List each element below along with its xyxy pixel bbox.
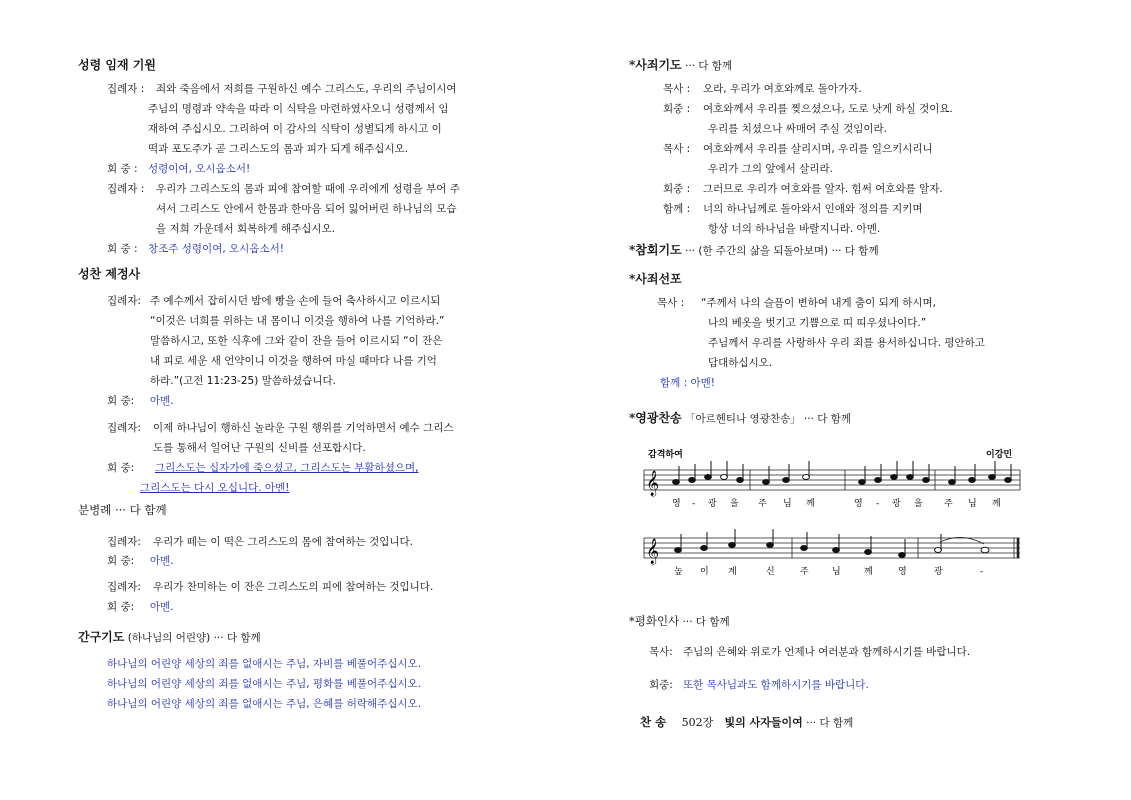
lyric: 영 [672,499,681,509]
text-line: 셔서 그리스도 안에서 한몸과 한마음 되어 잃어버린 하나님의 모습 [156,203,457,215]
score-tempo: 감격하여 [648,450,683,460]
lyric: 광 [708,499,717,509]
section-note: (하나님의 어린양) ··· 다 함께 [127,632,261,644]
text-line: “이것은 너희를 위하는 내 몸이니 이것을 행하여 나를 기억하라.” [150,315,445,327]
lyric: - [692,499,696,509]
text-line: 여호와께서 우리를 살리시며, 우리를 일으키시리니 [703,143,933,155]
response-text: 창조주 성령이여, 오시옵소서! [148,243,284,255]
text-line: 우리가 그리스도의 몸과 피에 참여할 때에 우리에게 성령을 부어 주 [156,183,460,195]
section-heading-agnus-dei [78,629,261,645]
lyric: 을 [914,499,923,509]
response-text: 아멘. [150,395,174,407]
response-text: 그리스도는 다시 오십니다. 아멘! [140,482,290,494]
text-line: 우리가 떼는 이 떡은 그리스도의 몸에 참여하는 것입니다. [153,536,413,548]
lyric: 이 [700,567,709,577]
speaker-label: 회중: [649,679,673,691]
speaker-label: 목사 : [663,143,691,155]
lyrics-line-2 [674,565,983,577]
score-composer: 이강민 [986,450,1013,460]
speaker-label: 목사: [649,646,673,658]
speaker-label: 회 중: [107,395,135,407]
lyric: 신 [766,567,775,577]
section-heading-peace [629,614,730,630]
section-title-absolution-prayer: *사죄기도 [629,58,682,72]
speaker-label: 목사 : [657,297,685,309]
text-line: 하라.”(고전 11:23-25) 말씀하셨습니다. [150,375,336,387]
treble-clef-icon: 𝄞 [646,539,660,564]
section-title-peace: *평화인사 [629,614,680,628]
section-note: ··· 다 함께 [114,503,167,517]
speaker-label: 회중 : [663,103,691,115]
lyric: 께 [864,567,873,577]
text-line: 말씀하시고, 또한 식후에 그와 같이 잔을 들어 이르시되 “이 잔은 [150,335,443,347]
speaker-label: 회 중: [107,462,135,474]
text-line: 너의 하나님께로 돌아와서 인애와 정의를 지키며 [703,203,923,215]
staff-1 [644,470,1020,490]
section-heading-confession [629,242,879,258]
text-line: 우리가 그의 앞에서 살리라. [708,163,833,175]
lyric: 영 [898,567,907,577]
text-line: 을 저희 가운데서 회복하게 해주십시오. [156,223,335,235]
lyric: - [876,499,880,509]
section-note: ··· 다 함께 [806,717,854,729]
lyric: 께 [992,499,1001,509]
text-line: 주님께서 우리를 사랑하사 우리 죄를 용서하십니다. 평안하고 [708,337,985,349]
lyric: 광 [892,499,901,509]
lyric: 님 [832,567,841,577]
lyric: 계 [728,567,737,577]
text-line: 내 피로 세운 새 언약이니 이것을 행하여 마실 때마다 나를 기억 [150,355,437,367]
section-heading-fraction [78,503,167,519]
section-title-absolution: *사죄선포 [629,272,682,286]
lyric: 광 [934,567,943,577]
text-line: 주님의 은혜와 위로가 언제나 여러분과 함께하시기를 바랍니다. [683,646,971,658]
response-text: 하나님의 어린양 세상의 죄를 없애시는 주님, 은혜를 허락해주십시오. [107,698,422,710]
speaker-label: 집례자: [107,295,141,307]
speaker-label: 집례자: [107,422,141,434]
response-text: 하나님의 어린양 세상의 죄를 없애시는 주님, 자비를 베풀어주십시오. [107,658,422,670]
response-text: 또한 목사님과도 함께하시기를 바랍니다. [683,679,869,691]
lyric: 을 [730,499,739,509]
speaker-label: 회 중 : [107,163,138,175]
speaker-label: 함께 : [663,203,691,215]
section-title-hymn: 찬 송 [640,715,667,729]
speaker-label: 목사 : [663,83,691,95]
text-line: 도를 통해서 일어난 구원의 신비를 선포합시다. [153,442,366,454]
speaker-label: 집례자: [107,581,141,593]
lyric: - [980,567,984,577]
text-line: 그러므로 우리가 여호와를 알자. 힘써 여호와를 알자. [703,183,943,195]
speaker-label: 회 중: [107,555,135,567]
response-text: 아멘. [150,601,174,613]
lyric: 님 [968,499,977,509]
text-line: 여호와께서 우리를 찢으셨으나, 도로 낫게 하실 것이요. [703,103,953,115]
response-text: 하나님의 어린양 세상의 죄를 없애시는 주님, 평화를 베풀어주십시오. [107,678,422,690]
treble-clef-icon: 𝄞 [646,471,660,496]
response-text: 함께 : 아멘! [660,377,715,389]
music-score [640,446,1030,586]
section-note: ··· 다 함께 [685,60,733,72]
speaker-label: 집례자 : [107,183,145,195]
speaker-label: 집례자 : [107,83,145,95]
lyric: 주 [800,567,809,577]
lyrics-line-1 [672,497,1001,509]
response-text: 아멘. [150,555,174,567]
response-text: 그리스도는 십자가에 죽으셨고, 그리스도는 부활하셨으며, [155,462,419,474]
text-line: 항상 너의 하나님을 바랄지니라. 아멘. [708,223,881,235]
section-note: ··· 다 함께 [682,616,730,628]
text-line: “주께서 나의 슬픔이 변하여 내게 춤이 되게 하시며, [701,297,937,309]
speaker-label: 회 중: [107,601,135,613]
text-line: 담대하십시오. [708,357,773,369]
lyric: 주 [758,499,767,509]
text-line: 떡과 포도주가 곧 그리스도의 몸과 피가 되게 해주십시오. [148,143,408,155]
hymn-line [640,715,853,731]
section-title-gloria: *영광찬송 [629,411,682,425]
text-line: 우리를 치셨으나 싸매어 주실 것임이라. [708,123,887,135]
text-line: 나의 베옷을 벗기고 기쁨으로 띠 띠우셨나이다.” [708,317,927,329]
text-line: 이제 하나님이 행하신 놀라운 구원 행위를 기억하면서 예수 그리스 [153,422,454,434]
section-note: 「아르헨티나 영광찬송」 ··· 다 함께 [685,413,852,425]
text-line: 우리가 찬미하는 이 잔은 그리스도의 피에 참여하는 것입니다. [153,581,434,593]
section-title-institution: 성찬 제정사 [78,267,141,281]
text-line: 주님의 명령과 약속을 따라 이 식탁을 마련하였사오니 성령께서 임 [148,103,449,115]
lyric: 영 [854,499,863,509]
section-title-confession: *참회기도 [629,243,682,257]
section-title-epiclesis: 성령 임재 기원 [78,58,156,72]
text-line: 재하여 주십시오. 그리하여 이 감사의 식탁이 성별되게 하시고 이 [148,123,442,135]
hymn-name: 빛의 사자들이여 [724,716,803,729]
section-heading-absolution-prayer [629,57,732,73]
section-note: ··· (한 주간의 삶을 되돌아보며) ··· 다 함께 [685,245,879,257]
section-title-fraction: 분병례 [78,503,112,517]
speaker-label: 집례자: [107,536,141,548]
hymn-number: 502장 [681,716,714,729]
section-heading-gloria [629,410,851,426]
speaker-label: 회중 : [663,183,691,195]
lyric: 께 [806,499,815,509]
lyric: 님 [783,499,792,509]
text-line: 주 예수께서 잡히시던 밤에 빵을 손에 들어 축사하시고 이르시되 [150,295,441,307]
lyric: 높 [674,567,683,577]
section-title-agnus-dei: 간구기도 [78,630,125,644]
text-line: 죄와 죽음에서 저희를 구원하신 예수 그리스도, 우리의 주님이시여 [156,83,457,95]
text-line: 오라, 우리가 여호와께로 돌아가자. [703,83,862,95]
lyric: 주 [944,499,953,509]
staff-1-notes [673,461,1012,485]
speaker-label: 회 중 : [107,243,138,255]
response-text: 성령이여, 오시옵소서! [148,163,251,175]
